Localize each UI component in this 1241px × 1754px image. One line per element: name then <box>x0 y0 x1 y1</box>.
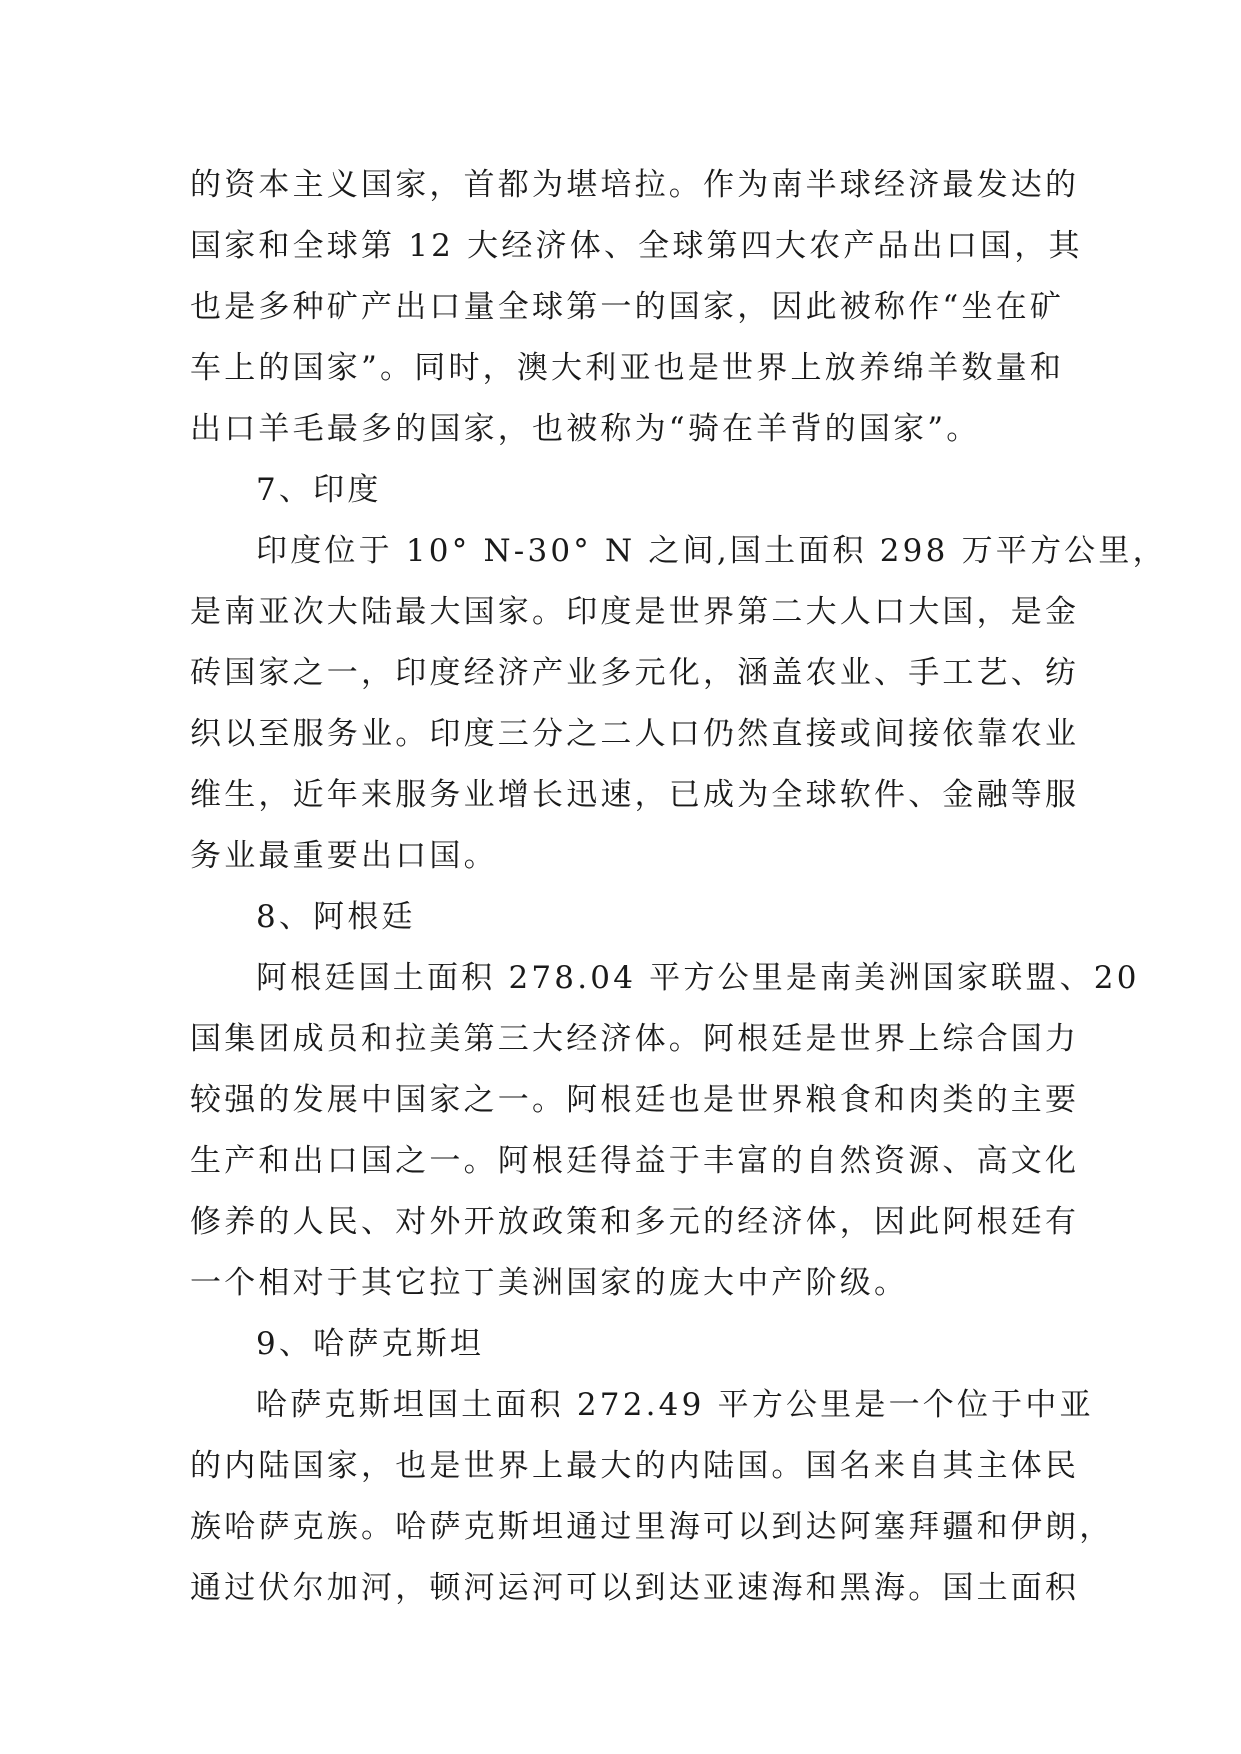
text-line: 修养的人民、对外开放政策和多元的经济体，因此阿根廷有 <box>190 1204 1080 1240</box>
text-line: 的资本主义国家，首都为堪培拉。作为南半球经济最发达的 <box>190 167 1080 203</box>
text-line: 是南亚次大陆最大国家。印度是世界第二大人口大国，是金 <box>190 594 1080 630</box>
text-line: 车上的国家”。同时，澳大利亚也是世界上放养绵羊数量和 <box>190 350 1065 386</box>
paragraph-kazakhstan <box>190 1375 1114 1619</box>
text-line: 也是多种矿产出口量全球第一的国家，因此被称作“坐在矿 <box>190 289 1065 325</box>
paragraph-australia-continued <box>190 155 1083 460</box>
text-line: 务业最重要出口国。 <box>190 838 498 874</box>
text-line: 族哈萨克族。哈萨克斯坦通过里海可以到达阿塞拜疆和伊朗， <box>190 1509 1114 1545</box>
text-line: 出口羊毛最多的国家，也被称为“骑在羊背的国家”。 <box>190 411 981 447</box>
text-line: 生产和出口国之一。阿根廷得益于丰富的自然资源、高文化 <box>190 1143 1080 1179</box>
text-line: 维生，近年来服务业增长迅速，已成为全球软件、金融等服 <box>190 777 1080 813</box>
text-line: 一个相对于其它拉丁美洲国家的庞大中产阶级。 <box>190 1265 909 1301</box>
text-line: 的内陆国家，也是世界上最大的内陆国。国名来自其主体民 <box>190 1448 1080 1484</box>
section-heading-argentina <box>190 887 1050 948</box>
text-line: 印度位于 10° N-30° N 之间,国土面积 298 万平方公里， <box>256 533 1167 569</box>
text-line: 较强的发展中国家之一。阿根廷也是世界粮食和肉类的主要 <box>190 1082 1080 1118</box>
paragraph-india <box>190 521 1167 887</box>
heading-text: 9、哈萨克斯坦 <box>256 1326 485 1362</box>
text-line: 通过伏尔加河，顿河运河可以到达亚速海和黑海。国土面积 <box>190 1570 1080 1606</box>
section-heading-india <box>190 460 1050 521</box>
text-line: 砖国家之一，印度经济产业多元化，涵盖农业、手工艺、纺 <box>190 655 1080 691</box>
text-line: 国家和全球第 12 大经济体、全球第四大农产品出口国，其 <box>190 228 1083 264</box>
text-line: 哈萨克斯坦国土面积 272.49 平方公里是一个位于中亚 <box>256 1387 1094 1423</box>
text-line: 国集团成员和拉美第三大经济体。阿根廷是世界上综合国力 <box>190 1021 1080 1057</box>
paragraph-argentina <box>190 948 1140 1314</box>
heading-text: 7、印度 <box>256 472 382 508</box>
heading-text: 8、阿根廷 <box>256 899 416 935</box>
text-line: 阿根廷国土面积 278.04 平方公里是南美洲国家联盟、20 <box>256 960 1140 996</box>
document-body <box>190 155 1167 1619</box>
text-line: 织以至服务业。印度三分之二人口仍然直接或间接依靠农业 <box>190 716 1080 752</box>
section-heading-kazakhstan <box>190 1314 1050 1375</box>
